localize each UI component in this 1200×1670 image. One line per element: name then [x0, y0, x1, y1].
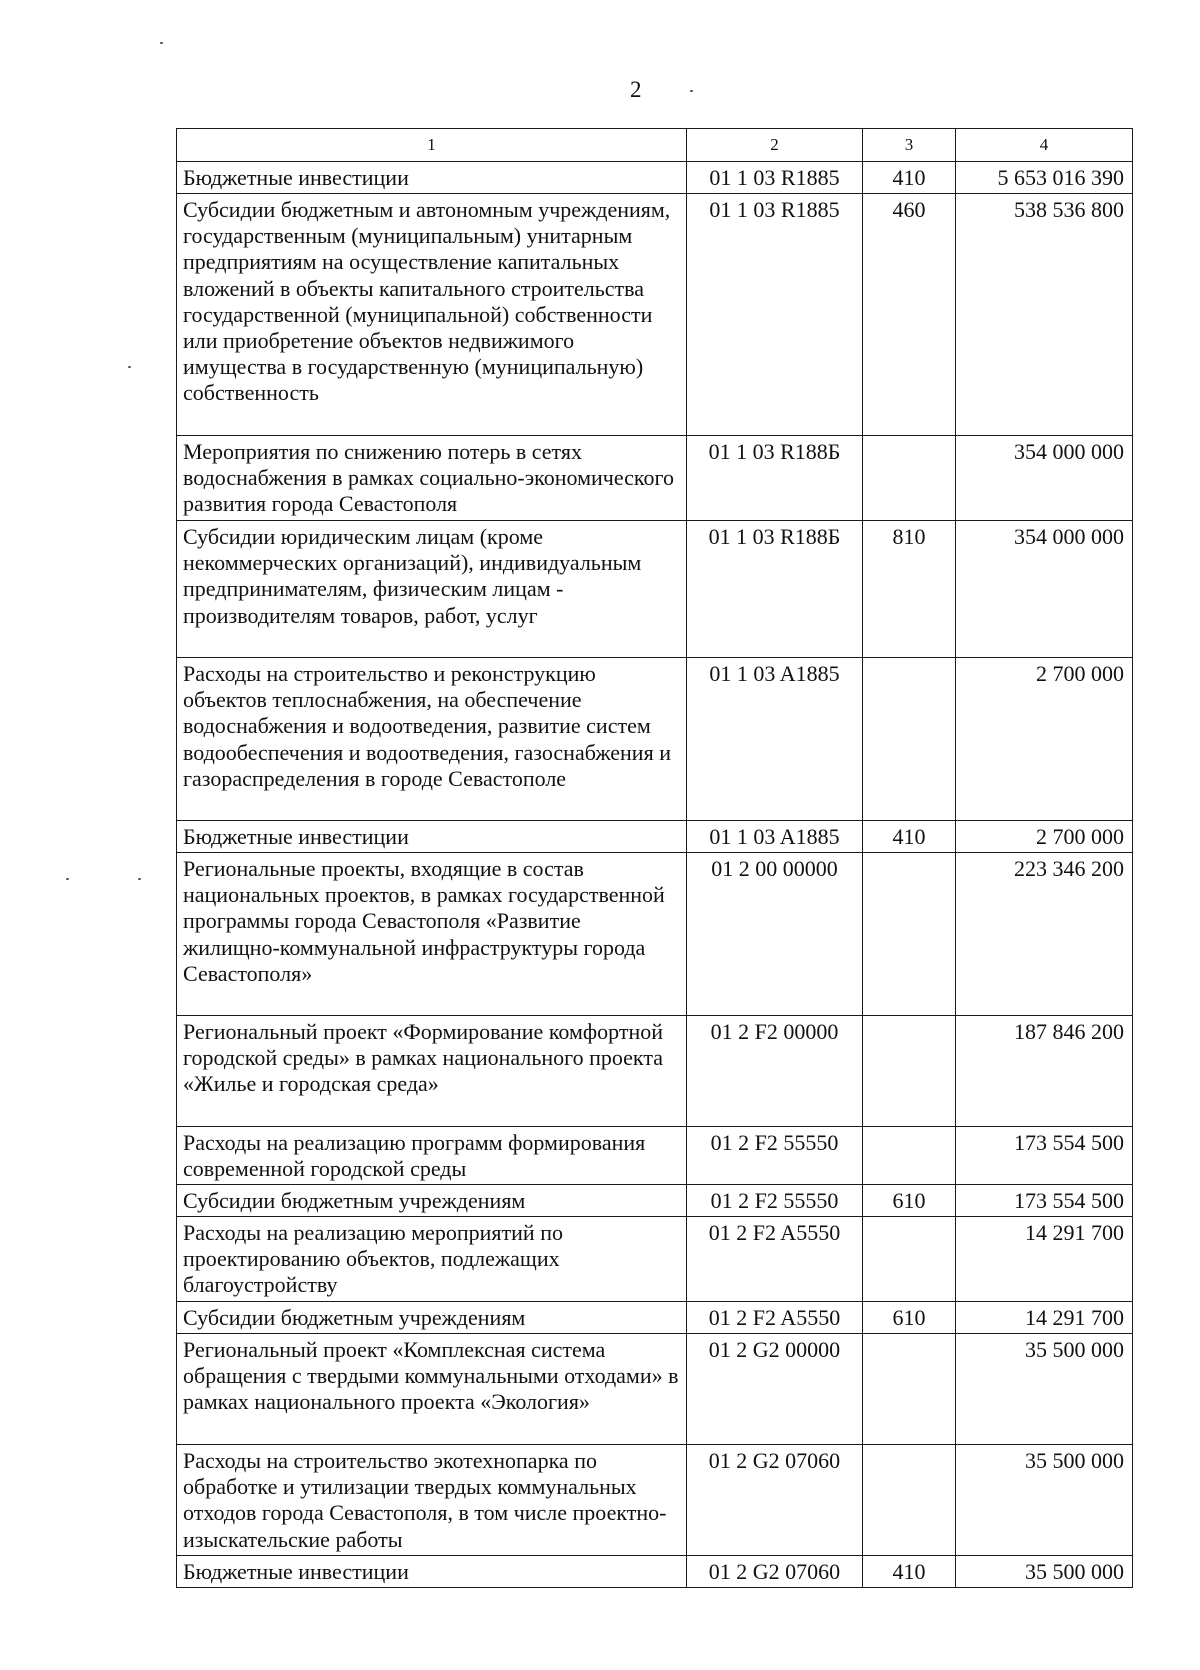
row-kind-cell: 610 — [863, 1185, 956, 1217]
row-code-cell: 01 2 F2 A5550 — [687, 1217, 863, 1302]
row-kind-cell — [863, 1016, 956, 1127]
row-amount-cell: 173 554 500 — [956, 1185, 1133, 1217]
table-row — [177, 1334, 1133, 1445]
row-kind-cell — [863, 853, 956, 1016]
table-row — [177, 1016, 1133, 1127]
row-kind-cell: 810 — [863, 521, 956, 658]
row-code-cell: 01 2 F2 55550 — [687, 1127, 863, 1185]
row-code-cell: 01 2 G2 07060 — [687, 1445, 863, 1556]
table-row — [177, 658, 1133, 821]
row-amount-cell: 35 500 000 — [956, 1334, 1133, 1445]
row-kind-cell — [863, 1127, 956, 1185]
scan-speck — [138, 878, 141, 880]
row-kind-cell: 460 — [863, 194, 956, 436]
scan-speck — [160, 42, 163, 44]
row-name-cell: Мероприятия по снижению потерь в сетях водоснабжения в рамках социально-экономического развития города Севастополя — [177, 436, 687, 521]
table-row — [177, 194, 1133, 436]
row-name-cell: Расходы на реализацию мероприятий по проектированию объектов, подлежащих благоустройству — [177, 1217, 687, 1302]
row-amount-cell: 187 846 200 — [956, 1016, 1133, 1127]
row-amount-cell: 5 653 016 390 — [956, 162, 1133, 194]
row-amount-cell: 14 291 700 — [956, 1302, 1133, 1334]
table-row — [177, 1445, 1133, 1556]
row-amount-cell: 173 554 500 — [956, 1127, 1133, 1185]
row-name-cell: Субсидии бюджетным учреждениям — [177, 1302, 687, 1334]
row-kind-cell: 610 — [863, 1302, 956, 1334]
row-name-cell: Бюджетные инвестиции — [177, 162, 687, 194]
table-row — [177, 521, 1133, 658]
table-row — [177, 853, 1133, 1016]
table-row — [177, 1302, 1133, 1334]
row-kind-cell: 410 — [863, 162, 956, 194]
table-row — [177, 1217, 1133, 1302]
table-row — [177, 1556, 1133, 1588]
scan-speck — [128, 366, 131, 368]
row-code-cell: 01 1 03 A1885 — [687, 658, 863, 821]
row-name-cell: Бюджетные инвестиции — [177, 821, 687, 853]
row-code-cell: 01 2 G2 00000 — [687, 1334, 863, 1445]
row-name-cell: Расходы на строительство экотехнопарка по обработке и утилизации твердых коммунальных отходов города Севастополя, в том числе проектно-изыскательские работы — [177, 1445, 687, 1556]
row-kind-cell — [863, 1445, 956, 1556]
scan-speck — [690, 90, 693, 92]
table-row — [177, 1185, 1133, 1217]
row-code-cell: 01 1 03 R188Б — [687, 521, 863, 658]
row-name-cell: Региональные проекты, входящие в состав национальных проектов, в рамках государственной программы города Севастополя «Развитие жилищно-коммунальной инфраструктуры города Севастополя» — [177, 853, 687, 1016]
row-amount-cell: 223 346 200 — [956, 853, 1133, 1016]
page-number: 2 — [630, 77, 642, 102]
row-name-cell: Расходы на строительство и реконструкцию объектов теплоснабжения, на обеспечение водоснабжения и водоотведения, развитие систем водообеспечения и водоотведения, газоснабжения и газораспределения в городе Севастополе — [177, 658, 687, 821]
row-kind-cell — [863, 658, 956, 821]
row-amount-cell: 35 500 000 — [956, 1556, 1133, 1588]
row-code-cell: 01 2 F2 A5550 — [687, 1302, 863, 1334]
header-row — [177, 129, 1133, 162]
row-code-cell: 01 1 03 A1885 — [687, 821, 863, 853]
table-row — [177, 162, 1133, 194]
row-amount-cell: 35 500 000 — [956, 1445, 1133, 1556]
budget-table — [176, 128, 1133, 1588]
row-amount-cell: 354 000 000 — [956, 436, 1133, 521]
row-amount-cell: 14 291 700 — [956, 1217, 1133, 1302]
row-kind-cell — [863, 1217, 956, 1302]
row-code-cell: 01 2 F2 00000 — [687, 1016, 863, 1127]
row-code-cell: 01 2 00 00000 — [687, 853, 863, 1016]
column-header-amount: 4 — [956, 129, 1133, 162]
row-name-cell: Бюджетные инвестиции — [177, 1556, 687, 1588]
table-row — [177, 436, 1133, 521]
column-header-code: 2 — [687, 129, 863, 162]
row-kind-cell — [863, 436, 956, 521]
column-header-kind: 3 — [863, 129, 956, 162]
row-name-cell: Региональный проект «Комплексная система обращения с твердыми коммунальными отходами» в рамках национального проекта «Экология» — [177, 1334, 687, 1445]
row-name-cell: Региональный проект «Формирование комфортной городской среды» в рамках национального проекта «Жилье и городская среда» — [177, 1016, 687, 1127]
row-name-cell: Субсидии юридическим лицам (кроме некоммерческих организаций), индивидуальным предпринимателям, физическим лицам - производителям товаров, работ, услуг — [177, 521, 687, 658]
row-code-cell: 01 1 03 R188Б — [687, 436, 863, 521]
table-row — [177, 1127, 1133, 1185]
row-amount-cell: 538 536 800 — [956, 194, 1133, 436]
row-code-cell: 01 2 F2 55550 — [687, 1185, 863, 1217]
row-kind-cell: 410 — [863, 1556, 956, 1588]
row-amount-cell: 354 000 000 — [956, 521, 1133, 658]
row-name-cell: Расходы на реализацию программ формирования современной городской среды — [177, 1127, 687, 1185]
row-code-cell: 01 1 03 R1885 — [687, 162, 863, 194]
row-amount-cell: 2 700 000 — [956, 658, 1133, 821]
column-header-name: 1 — [177, 129, 687, 162]
row-name-cell: Субсидии бюджетным учреждениям — [177, 1185, 687, 1217]
row-amount-cell: 2 700 000 — [956, 821, 1133, 853]
table-row — [177, 821, 1133, 853]
row-code-cell: 01 1 03 R1885 — [687, 194, 863, 436]
row-code-cell: 01 2 G2 07060 — [687, 1556, 863, 1588]
row-name-cell: Субсидии бюджетным и автономным учреждениям, государственным (муниципальным) унитарным предприятиям на осуществление капитальных вложений в объекты капитального строительства государственной (муниципальной) собственности или приобретение объектов недвижимого имущества в государственную (муниципальную) собственность — [177, 194, 687, 436]
row-kind-cell: 410 — [863, 821, 956, 853]
scan-speck — [66, 878, 69, 880]
row-kind-cell — [863, 1334, 956, 1445]
